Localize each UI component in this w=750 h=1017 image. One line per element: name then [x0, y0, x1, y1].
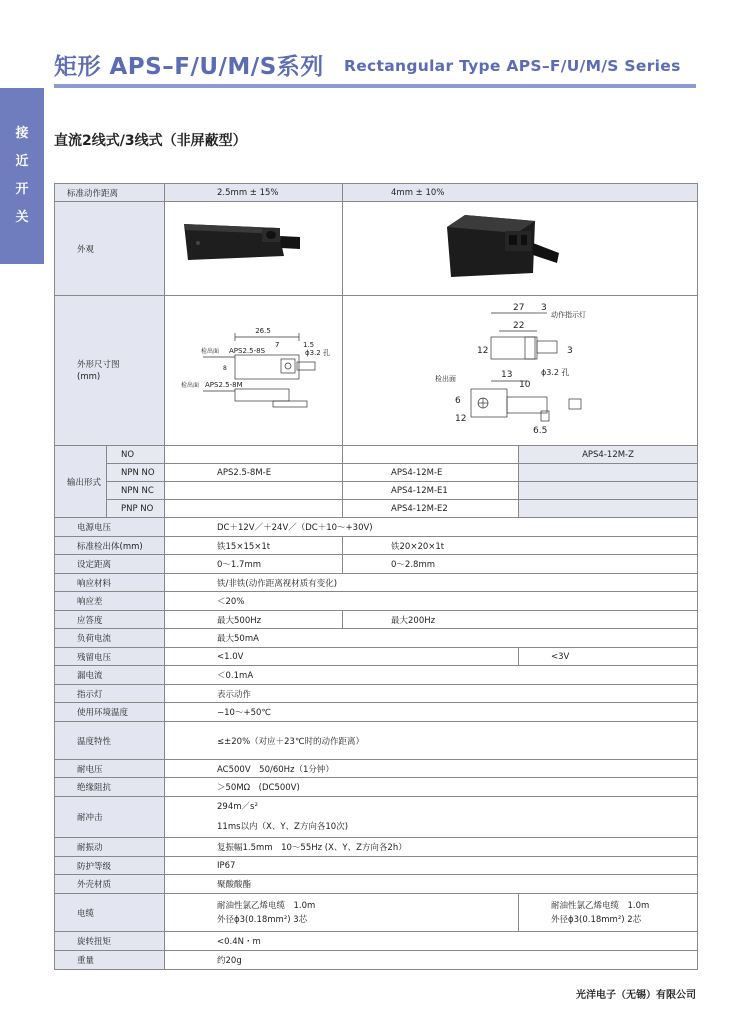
table-row-power	[55, 518, 698, 537]
table-row-withstand-voltage	[55, 760, 698, 778]
row-label: 耐电压	[55, 760, 165, 778]
cell-value: 表示动作	[165, 685, 698, 703]
table-row-hysteresis	[55, 592, 698, 611]
model-label-b: APS2.5-8M	[205, 380, 243, 389]
indicator-label: 动作指示灯	[551, 310, 587, 319]
cell-value: ＜0.1mA	[165, 666, 698, 685]
model-label: APS2.5-8S	[229, 346, 266, 355]
table-row-temp-characteristic	[55, 722, 698, 760]
cell-value: APS4-12M-E1	[343, 482, 519, 500]
header-divider	[54, 84, 696, 88]
cell-value: APS2.5-8M-E	[165, 464, 343, 482]
table-row-load-current	[55, 629, 698, 648]
cell-value: ≤±20%（对应＋23℃时的动作距离）	[165, 722, 698, 760]
cell-value	[519, 500, 698, 518]
table-row-leak-current	[55, 666, 698, 685]
dim-8: 8	[223, 364, 227, 372]
row-label: 标准检出体(mm)	[55, 537, 165, 555]
row-label: 响应材料	[55, 574, 165, 592]
cell-value	[165, 500, 343, 518]
table-row-ambient-temp	[55, 703, 698, 722]
output-type: PNP NO	[107, 500, 165, 518]
dim-13: 13	[501, 369, 513, 380]
shock-line-1: 294m／s²	[217, 802, 258, 812]
cell-value: 复振幅1.5mm 10～55Hz (X、Y、Z方向各2h）	[165, 838, 698, 857]
table-row-torque	[55, 932, 698, 951]
table-row-insulation	[55, 778, 698, 797]
row-label: 漏电流	[55, 666, 165, 685]
cell-value: 聚酸酸酯	[165, 875, 698, 894]
table-row-cable	[55, 894, 698, 932]
cell-value	[343, 446, 519, 464]
row-label: 残留电压	[55, 648, 165, 666]
row-label: 防护等级	[55, 857, 165, 875]
dim-hole: ϕ3.2 孔	[541, 367, 570, 377]
dim-7: 7	[275, 340, 280, 349]
cell-value: 4mm ± 10%	[343, 184, 698, 202]
cable-col3-line2: 外径ϕ3(0.18mm²) 2芯	[551, 914, 642, 925]
row-label: 负荷电流	[55, 629, 165, 648]
dim-1-5: 1.5	[303, 340, 315, 349]
table-row-protection	[55, 857, 698, 875]
table-row-set-distance	[55, 555, 698, 574]
cell-value: 铁/非铁(动作距离视材质有变化)	[165, 574, 698, 592]
product-photo-large	[343, 202, 698, 296]
cell-value: 2.5mm ± 15%	[165, 184, 343, 202]
dim-12: 12	[477, 345, 489, 356]
cell-value: IP67	[165, 857, 698, 875]
sensor-photo-small	[180, 218, 302, 266]
dim-3: 3	[541, 302, 547, 313]
row-label-output: 输出形式	[55, 446, 107, 518]
table-row-appearance	[55, 202, 698, 296]
row-label: 重量	[55, 951, 165, 970]
dimension-drawing-large	[343, 296, 698, 446]
dim-26-5: 26.5	[255, 326, 271, 335]
dimension-label: 外形尺寸图	[77, 359, 120, 370]
table-row-weight	[55, 951, 698, 970]
row-label: 电缆	[55, 894, 165, 932]
cell-value: 最大200Hz	[343, 611, 698, 629]
cell-value: DC＋12V／＋24V／（DC＋10～+30V)	[165, 518, 698, 537]
dim-12b: 12	[455, 413, 467, 424]
row-label: 旋转扭矩	[55, 932, 165, 951]
row-label: 外观	[55, 202, 165, 296]
footer-company-name: 光洋电子（无锡）有限公司	[576, 990, 696, 1001]
face-label-b: 检出面	[181, 381, 200, 389]
cell-value: <3V	[519, 648, 698, 666]
sensor-photo-large	[445, 213, 561, 279]
row-label: 标准动作距离	[55, 184, 165, 202]
cell-value	[165, 446, 343, 464]
cell-value: 铁15×15×1t	[165, 537, 343, 555]
row-label	[55, 296, 165, 446]
cell-value: −10～+50℃	[165, 703, 698, 722]
cell-value: APS4-12M-E	[343, 464, 519, 482]
cell-value: 最大500Hz	[165, 611, 343, 629]
table-row-target	[55, 537, 698, 555]
cable-col3-line1: 耐油性氯乙烯电缆 1.0m	[551, 900, 650, 911]
face-label: 检出面	[435, 374, 457, 383]
table-row-output-pnp-no	[55, 500, 698, 518]
cell-value: ＞50MΩ (DC500V)	[165, 778, 698, 797]
product-photo-small	[165, 202, 343, 296]
cell-value: 0～2.8mm	[343, 555, 698, 574]
dim-6: 6	[455, 395, 461, 406]
dim-10: 10	[519, 379, 531, 390]
cell-value: AC500V 50/60Hz（1分钟）	[165, 760, 698, 778]
table-row-housing	[55, 875, 698, 894]
cell-value: 铁20×20×1t	[343, 537, 698, 555]
dim-27: 27	[513, 302, 525, 313]
row-label: 指示灯	[55, 685, 165, 703]
page-title-en: Rectangular Type APS–F/U/M/S Series	[344, 57, 681, 75]
dim-3b: 3	[567, 345, 573, 356]
table-row-output-npn-nc	[55, 482, 698, 500]
table-row-indicator	[55, 685, 698, 703]
dimension-drawing-small	[165, 296, 343, 446]
face-label: 检出面	[201, 347, 220, 355]
output-type: NPN NC	[107, 482, 165, 500]
cell-value: 约20g	[165, 951, 698, 970]
cell-value: APS4-12M-Z	[519, 446, 698, 464]
row-label: 外壳材质	[55, 875, 165, 894]
table-row-output-npn-no	[55, 464, 698, 482]
output-type: NPN NO	[107, 464, 165, 482]
cell-value	[519, 894, 698, 932]
cell-value: 0～1.7mm	[165, 555, 343, 574]
cell-value: APS4-12M-E2	[343, 500, 519, 518]
row-label: 耐冲击	[55, 797, 165, 838]
row-label: 温度特性	[55, 722, 165, 760]
row-label: 绝缘阻抗	[55, 778, 165, 797]
dimension-unit: (mm)	[77, 371, 101, 382]
cell-value	[519, 464, 698, 482]
cable-col1-line1: 耐油性氯乙烯电缆 1.0m	[217, 900, 316, 911]
row-label: 电源电压	[55, 518, 165, 537]
cell-value	[165, 894, 519, 932]
cell-value: ＜20%	[165, 592, 698, 611]
row-label: 应答度	[55, 611, 165, 629]
cell-value: <1.0V	[165, 648, 519, 666]
cell-value	[165, 797, 698, 838]
cable-col1-line2: 外径ϕ3(0.18mm²) 3芯	[217, 914, 308, 925]
cell-value: <0.4N・m	[165, 932, 698, 951]
drawing-large	[351, 297, 698, 445]
row-label: 耐振动	[55, 838, 165, 857]
table-row-material	[55, 574, 698, 592]
page-title-cn: 矩形 APS–F/U/M/S系列	[54, 54, 324, 80]
section-title: 直流2线式/3线式（非屏蔽型）	[54, 133, 247, 149]
row-label: 响应差	[55, 592, 165, 611]
table-row-residual-voltage	[55, 648, 698, 666]
cell-value	[165, 482, 343, 500]
drawing-small	[173, 297, 343, 445]
dim-22: 22	[513, 320, 525, 331]
table-row-output-no	[55, 446, 698, 464]
row-label: 设定距离	[55, 555, 165, 574]
spec-table	[54, 183, 698, 970]
dim-hole: ϕ3.2 孔	[305, 348, 330, 357]
table-row-vibration	[55, 838, 698, 857]
side-tab-label: 接近开关	[15, 126, 29, 225]
side-category-tab	[0, 88, 44, 264]
cell-value	[519, 482, 698, 500]
cell-value: 最大50mA	[165, 629, 698, 648]
table-row-frequency	[55, 611, 698, 629]
shock-line-2: 11ms以内（X、Y、Z方向各10次)	[217, 822, 349, 832]
table-row-shock	[55, 797, 698, 838]
output-type: NO	[107, 446, 165, 464]
table-row-detect-distance	[55, 184, 698, 202]
table-row-dimensions	[55, 296, 698, 446]
dim-6-5: 6.5	[533, 425, 548, 436]
row-label: 使用环境温度	[55, 703, 165, 722]
